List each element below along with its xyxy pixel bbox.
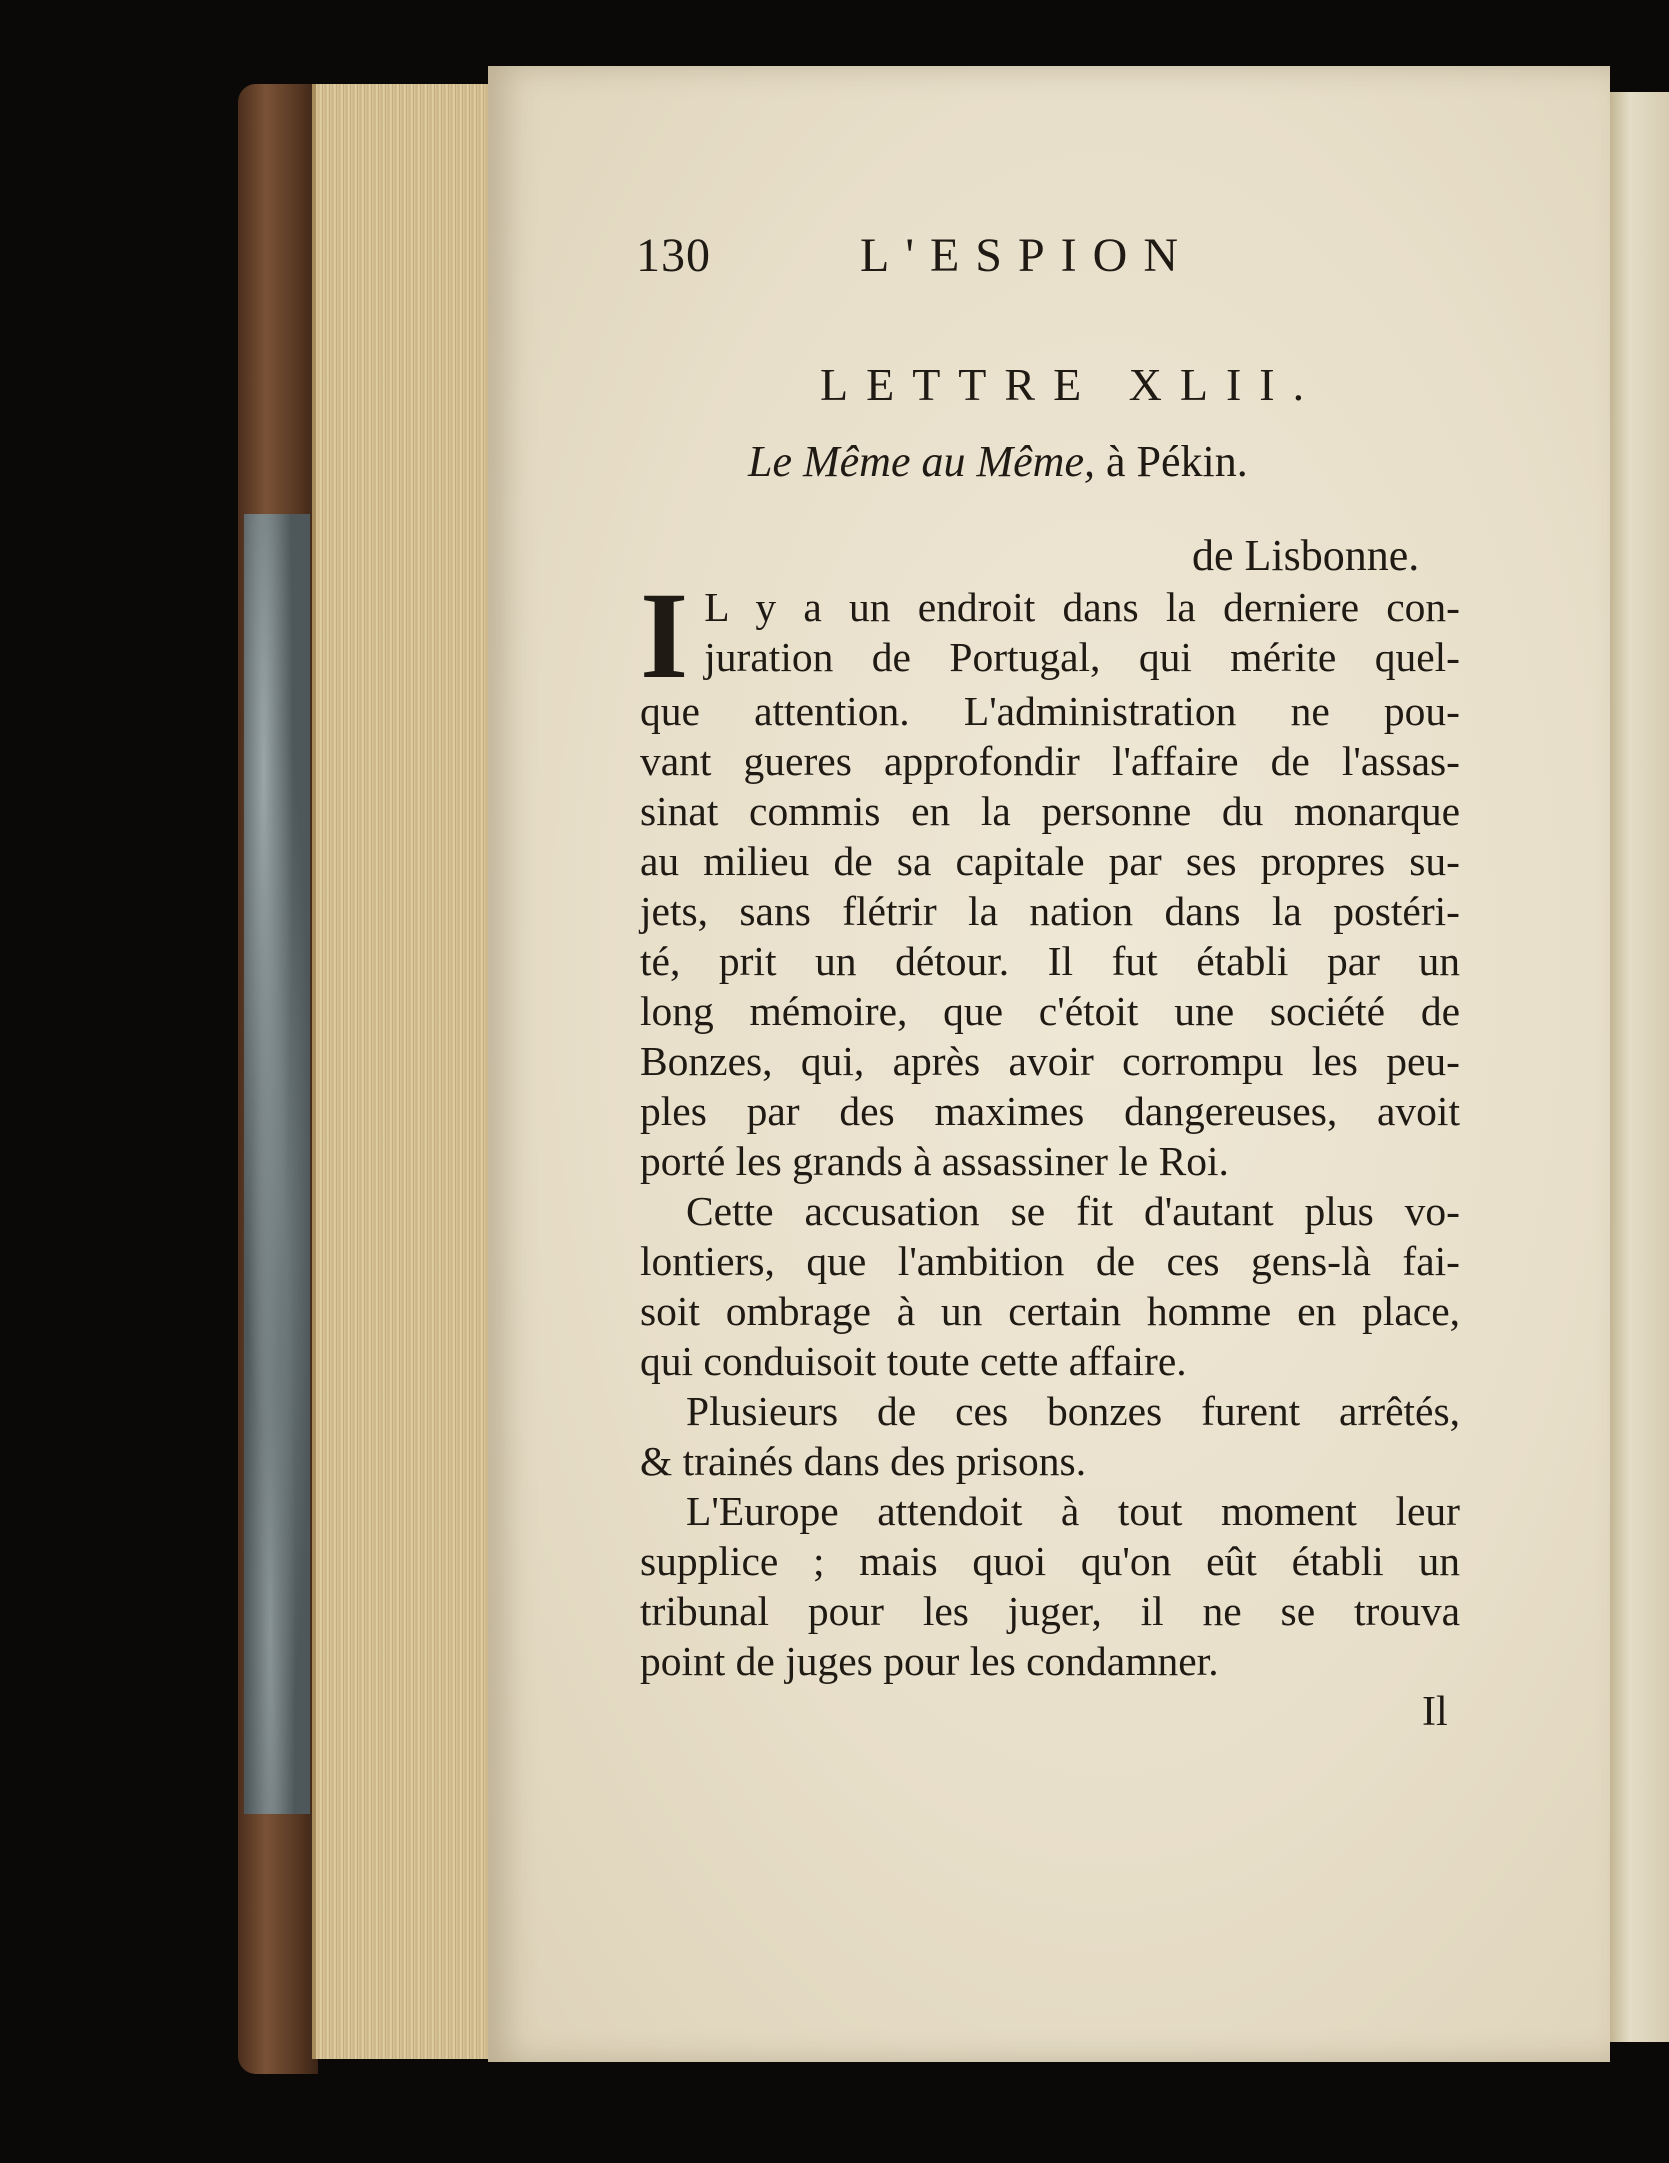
text-line: L y a un endroit dans la derniere con-	[704, 584, 1460, 630]
subtitle-roman: à Pékin.	[1105, 437, 1248, 486]
book-spine-binding	[238, 84, 318, 2074]
dateline: de Lisbonne.	[1192, 531, 1420, 580]
paragraph-3	[640, 1386, 1460, 1486]
text-line: supplice ; mais quoi qu'on eût établi un	[640, 1538, 1460, 1584]
text-line: que attention. L'administration ne pou-	[640, 688, 1460, 734]
text-line: point de juges pour les condamner.	[640, 1638, 1219, 1684]
text-line: Cette accusation se fit d'autant plus vo-	[686, 1188, 1460, 1234]
catchword: Il	[1422, 1689, 1448, 1735]
text-line: sinat commis en la personne du monarque	[640, 788, 1460, 834]
running-title: L'ESPION	[860, 229, 1194, 282]
paragraph-2	[640, 1186, 1460, 1386]
text-line: porté les grands à assassiner le Roi.	[640, 1138, 1229, 1184]
letter-subtitle	[748, 436, 1368, 487]
subtitle-italic: Le Même au Même,	[748, 437, 1095, 486]
paragraph-1	[640, 567, 1460, 1186]
text-line: té, prit un détour. Il fut établi par un	[640, 938, 1460, 984]
text-line: Plusieurs de ces bonzes furent arrêtés,	[686, 1388, 1460, 1434]
text-line: lontiers, que l'ambition de ces gens-là fai-	[640, 1238, 1460, 1284]
letter-body	[640, 567, 1460, 1686]
paragraph-4	[640, 1486, 1460, 1686]
facing-page-edge	[1604, 92, 1669, 2042]
text-line: tribunal pour les juger, il ne se trouva	[640, 1588, 1460, 1634]
text-line: L'Europe attendoit à tout moment leur	[686, 1488, 1460, 1534]
text-line: qui conduisoit toute cette affaire.	[640, 1338, 1187, 1384]
text-line: soit ombrage à un certain homme en place,	[640, 1288, 1460, 1334]
letter-heading: LETTRE XLII.	[820, 359, 1323, 410]
drop-cap: I	[640, 567, 689, 704]
text-line: jets, sans flétrir la nation dans la postéri-	[640, 888, 1460, 934]
page-number: 130	[636, 229, 711, 282]
text-line: Bonzes, qui, après avoir corrompu les peu-	[640, 1038, 1460, 1084]
marbled-cover-paper	[244, 514, 310, 1814]
text-line: ples par des maximes dangereuses, avoit	[640, 1088, 1460, 1134]
text-line: au milieu de sa capitale par ses propres su-	[640, 838, 1460, 884]
text-line: long mémoire, que c'étoit une société de	[640, 988, 1460, 1034]
text-line: vant gueres approfondir l'affaire de l'assas-	[640, 738, 1460, 784]
page-block-edges	[312, 84, 496, 2059]
text-line: & trainés dans des prisons.	[640, 1438, 1087, 1484]
text-line: juration de Portugal, qui mérite quel-	[704, 634, 1460, 680]
